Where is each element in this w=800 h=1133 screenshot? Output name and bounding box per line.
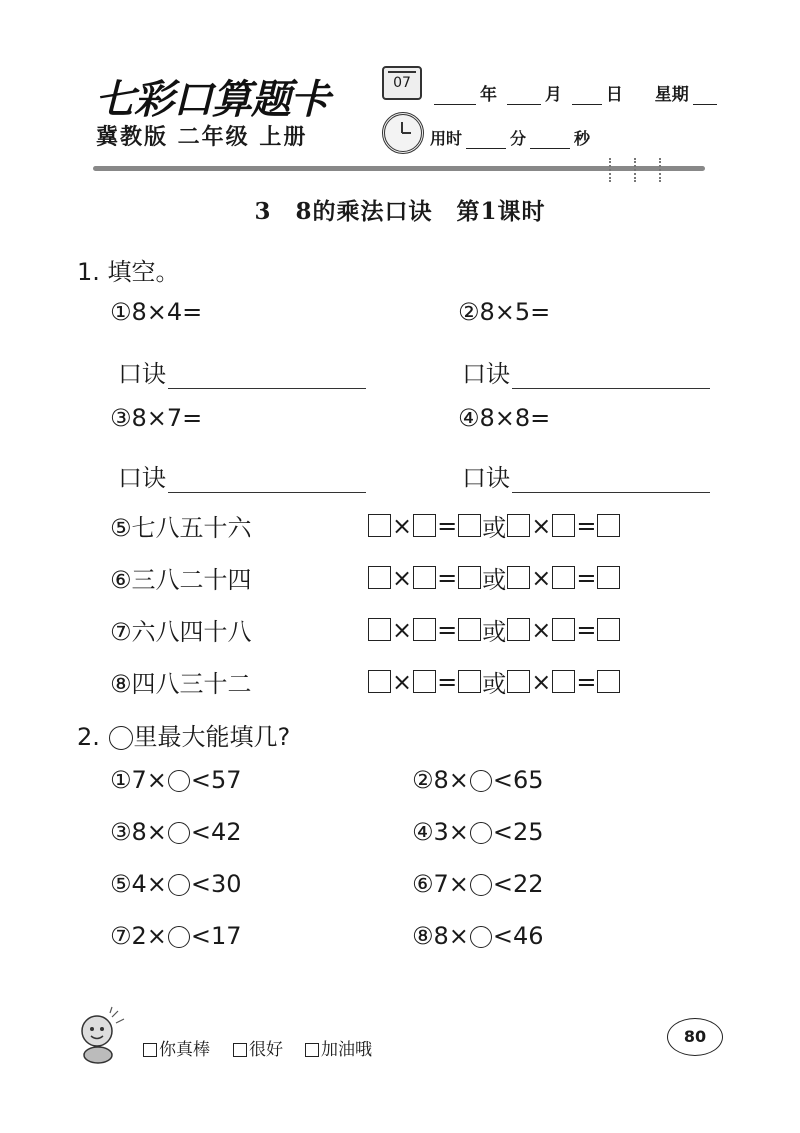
compare-suffix: <22 [492, 870, 544, 898]
rhyme-item-8: ⑧四八三十二 [110, 670, 252, 698]
binder-pin [634, 158, 642, 182]
compare-item [412, 766, 544, 794]
compare-suffix: <46 [492, 922, 544, 950]
koujue-row [462, 458, 710, 493]
answer-box[interactable] [413, 514, 436, 537]
rhyme-item-5: ⑤七八五十六 [110, 514, 252, 542]
koujue-row [118, 354, 366, 389]
rating-option[interactable] [143, 1035, 210, 1060]
month-blank[interactable] [507, 104, 541, 105]
answer-box[interactable] [552, 618, 575, 641]
equation-boxes-row [368, 664, 620, 699]
compare-suffix: <42 [190, 818, 242, 846]
koujue-answer-line[interactable] [168, 470, 366, 493]
section2-heading [77, 717, 290, 752]
compare-suffix: <57 [190, 766, 242, 794]
koujue-answer-line[interactable] [168, 366, 366, 389]
equals-sign: = [576, 615, 597, 644]
answer-box[interactable] [507, 566, 530, 589]
mult-item-1: ①8×4= [110, 298, 203, 326]
mascot-icon [72, 1005, 132, 1065]
calendar-icon-text: 07 [393, 75, 411, 91]
day-label: 日 [605, 85, 623, 105]
answer-box[interactable] [458, 670, 481, 693]
section1-heading: 1. 填空。 [77, 258, 180, 286]
times-sign: × [531, 615, 552, 644]
seconds-label: 秒 [574, 129, 591, 148]
answer-box[interactable] [368, 618, 391, 641]
answer-box[interactable] [597, 618, 620, 641]
answer-circle[interactable] [470, 770, 492, 792]
equals-sign: = [576, 667, 597, 696]
times-sign: × [531, 563, 552, 592]
answer-box[interactable] [597, 566, 620, 589]
seconds-blank[interactable] [530, 148, 570, 149]
time-used-label: 用时 [430, 129, 463, 148]
answer-box[interactable] [552, 566, 575, 589]
answer-box[interactable] [597, 670, 620, 693]
times-sign: × [392, 563, 413, 592]
rating-checkbox[interactable] [143, 1043, 157, 1057]
answer-box[interactable] [552, 670, 575, 693]
compare-item [412, 870, 544, 898]
page-number: 80 [667, 1018, 723, 1056]
compare-prefix: ⑤4× [110, 870, 167, 898]
compare-item [110, 870, 242, 898]
rating-label: 很好 [249, 1040, 283, 1060]
times-sign: × [392, 615, 413, 644]
equals-sign: = [437, 667, 458, 696]
compare-suffix: <25 [492, 818, 544, 846]
compare-suffix: <17 [190, 922, 242, 950]
equals-sign: = [437, 563, 458, 592]
equation-boxes-row [368, 612, 620, 647]
answer-circle[interactable] [168, 770, 190, 792]
equals-sign: = [576, 511, 597, 540]
month-label: 月 [544, 85, 562, 105]
koujue-label: 口诀 [462, 360, 510, 388]
equation-boxes-row [368, 508, 620, 543]
section2-number: 2. [77, 723, 100, 751]
rating-option[interactable] [305, 1035, 372, 1060]
answer-box[interactable] [507, 514, 530, 537]
compare-suffix: <30 [190, 870, 242, 898]
times-sign: × [392, 667, 413, 696]
or-label: 或 [482, 670, 507, 698]
answer-box[interactable] [552, 514, 575, 537]
binder-pin [609, 158, 617, 182]
year-label: 年 [480, 85, 497, 105]
rhyme-item-6: ⑥三八二十四 [110, 566, 252, 594]
koujue-answer-line[interactable] [512, 366, 710, 389]
compare-item [110, 922, 242, 950]
answer-box[interactable] [458, 618, 481, 641]
compare-prefix: ②8× [412, 766, 469, 794]
answer-box[interactable] [368, 566, 391, 589]
koujue-row [462, 354, 710, 389]
clock-icon [382, 112, 424, 154]
section2-question: 里最大能填几? [133, 723, 291, 751]
koujue-label: 口诀 [118, 464, 166, 492]
koujue-answer-line[interactable] [512, 470, 710, 493]
answer-circle[interactable] [168, 874, 190, 896]
answer-circle[interactable] [470, 822, 492, 844]
rating-label: 加油哦 [321, 1040, 372, 1060]
rating-label: 你真棒 [159, 1040, 210, 1060]
compare-item [110, 766, 242, 794]
times-sign: × [531, 667, 552, 696]
or-label: 或 [482, 566, 507, 594]
compare-prefix: ⑦2× [110, 922, 167, 950]
compare-prefix: ①7× [110, 766, 167, 794]
times-sign: × [392, 511, 413, 540]
binder-pin [659, 158, 667, 182]
or-label: 或 [482, 514, 507, 542]
minutes-blank[interactable] [466, 148, 506, 149]
rating-checkbox[interactable] [233, 1043, 247, 1057]
compare-prefix: ④3× [412, 818, 469, 846]
answer-box[interactable] [597, 514, 620, 537]
compare-prefix: ⑧8× [412, 922, 469, 950]
compare-item [412, 818, 544, 846]
year-blank[interactable] [434, 104, 476, 105]
answer-box[interactable] [507, 670, 530, 693]
lesson-title: 3 8的乘法口诀 第1课时 [254, 198, 546, 225]
date-fields [430, 80, 721, 105]
rating-checkbox[interactable] [305, 1043, 319, 1057]
koujue-label: 口诀 [118, 360, 166, 388]
answer-box[interactable] [413, 670, 436, 693]
compare-prefix: ③8× [110, 818, 167, 846]
day-blank[interactable] [572, 104, 602, 105]
equation-boxes-row [368, 560, 620, 595]
times-sign: × [531, 511, 552, 540]
answer-circle[interactable] [168, 822, 190, 844]
answer-box[interactable] [507, 618, 530, 641]
answer-circle[interactable] [470, 926, 492, 948]
answer-box[interactable] [458, 514, 481, 537]
equals-sign: = [576, 563, 597, 592]
answer-box[interactable] [458, 566, 481, 589]
equals-sign: = [437, 511, 458, 540]
calendar-icon [382, 66, 422, 100]
mult-item-4: ④8×8= [458, 404, 551, 432]
answer-box[interactable] [413, 618, 436, 641]
answer-box[interactable] [413, 566, 436, 589]
koujue-label: 口诀 [462, 464, 510, 492]
weekday-blank[interactable] [693, 104, 717, 105]
compare-prefix: ⑥7× [412, 870, 469, 898]
brand-logo: 七彩口算题卡 [95, 76, 329, 123]
compare-suffix: <65 [492, 766, 544, 794]
answer-box[interactable] [368, 514, 391, 537]
answer-circle[interactable] [168, 926, 190, 948]
compare-item [110, 818, 242, 846]
mult-item-2: ②8×5= [458, 298, 551, 326]
equals-sign: = [437, 615, 458, 644]
minutes-label: 分 [510, 129, 527, 148]
weekday-label: 星期 [654, 85, 689, 105]
or-label: 或 [482, 618, 507, 646]
compare-item [412, 922, 544, 950]
rating-option[interactable] [233, 1035, 283, 1060]
mult-item-3: ③8×7= [110, 404, 203, 432]
edition-label: 冀教版 二年级 上册 [96, 125, 308, 150]
time-fields [430, 126, 590, 149]
koujue-row [118, 458, 366, 493]
answer-circle[interactable] [470, 874, 492, 896]
answer-box[interactable] [368, 670, 391, 693]
rhyme-item-7: ⑦六八四十八 [110, 618, 252, 646]
circle-icon [109, 726, 133, 750]
